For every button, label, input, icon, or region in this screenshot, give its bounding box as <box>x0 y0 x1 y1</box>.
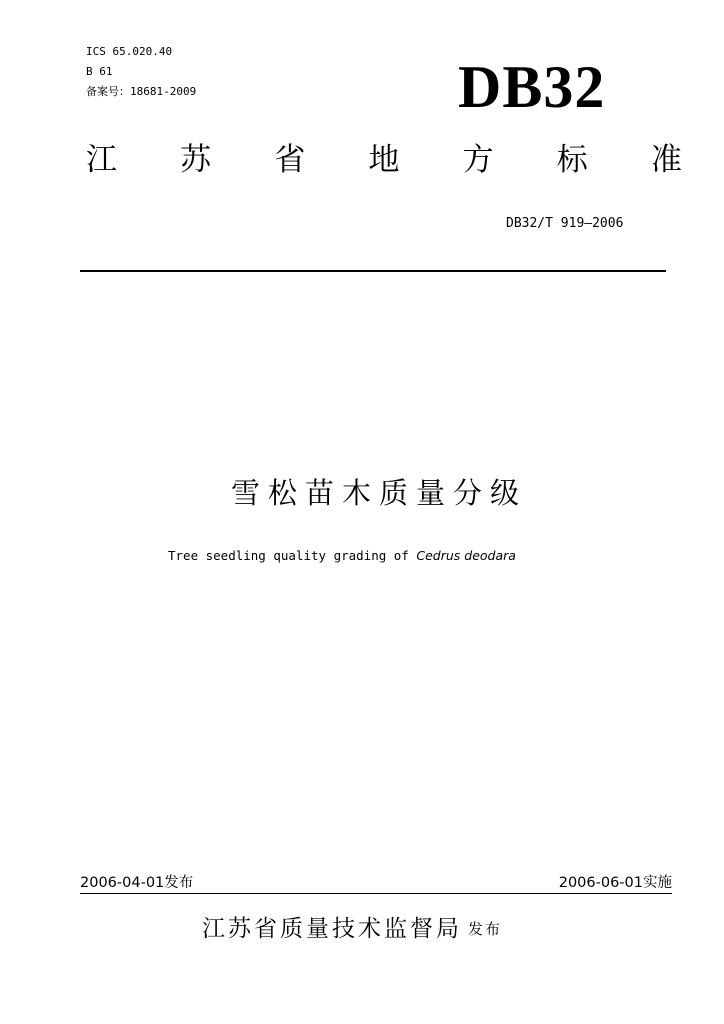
english-title-text: Tree seedling quality grading of <box>168 548 417 563</box>
record-number: 备案号：18681-2009 <box>86 85 197 98</box>
standard-type-char: 苏 <box>180 142 212 178</box>
standard-type-char: 准 <box>650 142 682 178</box>
document-title-english <box>168 547 516 565</box>
standard-type-char: 标 <box>556 142 588 178</box>
standard-type-char: 地 <box>368 142 400 178</box>
issue-date: 2006-04-01发布 <box>80 875 194 891</box>
header-divider <box>80 270 666 272</box>
latin-species-name: Cedrus deodara <box>416 548 516 563</box>
document-title-chinese: 雪松苗木质量分级 <box>230 476 527 510</box>
ics-code: ICS 65.020.40 <box>86 45 173 58</box>
standard-type-heading <box>86 140 682 180</box>
standard-number: DB32/T 919—2006 <box>506 216 624 231</box>
standard-type-char: 省 <box>274 142 306 178</box>
standard-type-char: 江 <box>86 142 117 178</box>
classification-code: B 61 <box>86 65 113 78</box>
standard-code-logo: DB32 <box>458 54 606 120</box>
implementation-date: 2006-06-01实施 <box>558 875 672 891</box>
issuer-line <box>202 913 502 945</box>
issuer-name: 江苏省质量技术监督局 <box>202 916 462 942</box>
footer-divider <box>80 893 672 894</box>
issuer-suffix: 发布 <box>468 920 503 938</box>
standard-type-char: 方 <box>462 142 494 178</box>
